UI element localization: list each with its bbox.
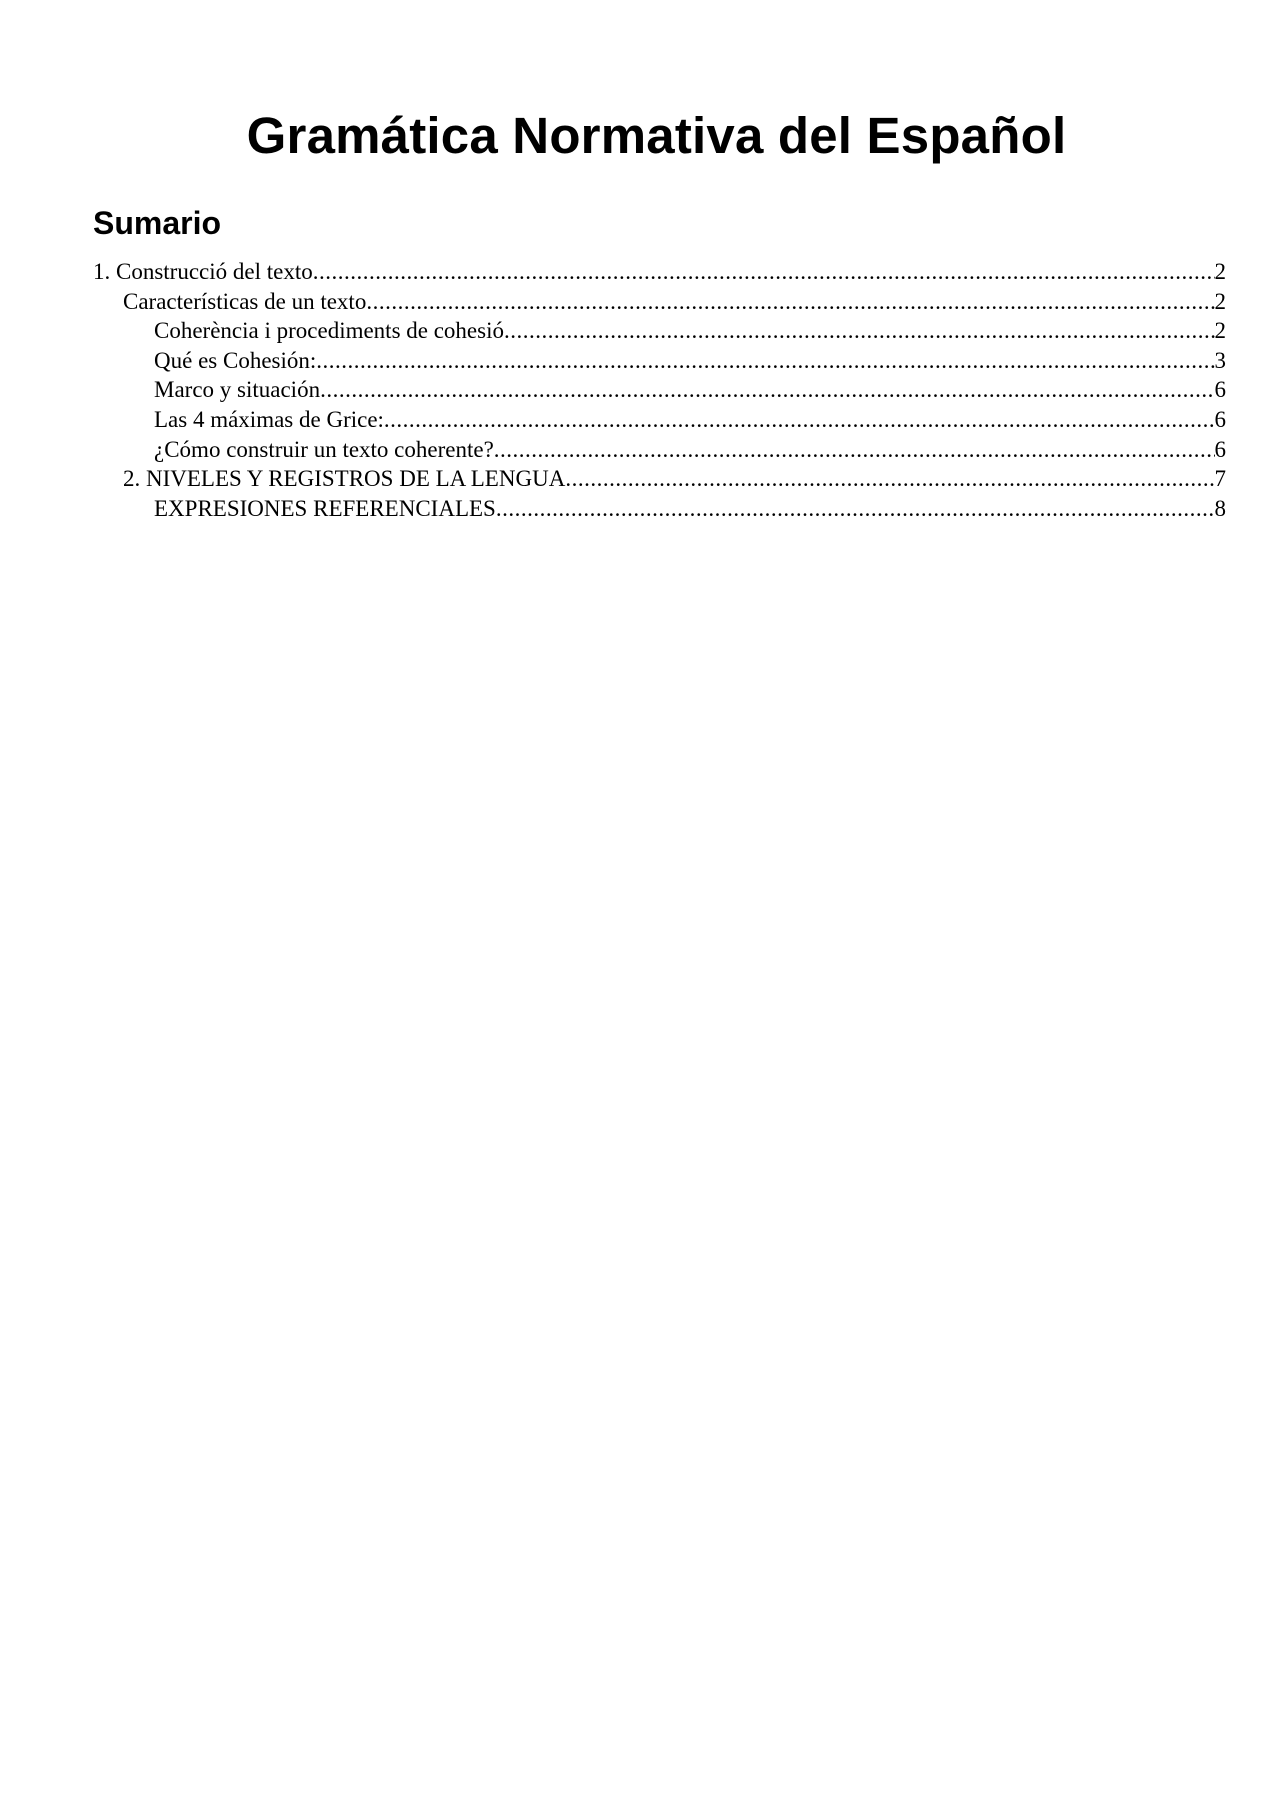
- toc-entry-como-construir-un-texto-coherente[interactable]: [93, 435, 1226, 465]
- toc-entry-construccio-del-texto[interactable]: [93, 257, 1226, 287]
- toc-entry-coherencia-i-procediments[interactable]: [93, 316, 1226, 346]
- toc-page-number: 8: [1214, 495, 1226, 521]
- toc-entry-las-4-maximas-de-grice[interactable]: [93, 405, 1226, 435]
- toc-page-number: 7: [1214, 466, 1226, 492]
- toc-page-number: 6: [1214, 436, 1226, 462]
- toc-dot-leader: [366, 287, 1214, 317]
- toc-page-number: 2: [1214, 259, 1226, 284]
- toc-entry-label: Marco y situación: [154, 377, 321, 403]
- toc-entry-label: ¿Cómo construir un texto coherente?: [154, 436, 494, 462]
- toc-page-number: 6: [1214, 406, 1226, 432]
- toc-dot-leader: [313, 257, 1215, 287]
- toc-entry-label: 2. NIVELES Y REGISTROS DE LA LENGUA: [123, 466, 566, 492]
- toc-entry-que-es-cohesion[interactable]: [93, 346, 1226, 376]
- toc-entry-label: EXPRESIONES REFERENCIALES: [154, 495, 496, 521]
- toc-entry-label: Características de un texto: [123, 288, 367, 314]
- toc-page-number: 3: [1214, 347, 1226, 373]
- toc-dot-leader: [384, 405, 1215, 435]
- toc-entry-label: Qué es Cohesión:: [154, 347, 317, 373]
- toc-entry-label: 1. Construcció del texto: [93, 259, 313, 284]
- toc-page-number: 2: [1214, 288, 1226, 314]
- toc-dot-leader: [496, 494, 1215, 524]
- toc-page-number: 6: [1214, 377, 1226, 403]
- toc-entry-caracteristicas-de-un-texto[interactable]: [93, 287, 1226, 317]
- document-title: Gramática Normativa del Español: [246, 107, 1067, 164]
- toc-dot-leader: [565, 464, 1214, 494]
- toc-dot-leader: [494, 435, 1215, 465]
- toc-page-number: 2: [1214, 318, 1226, 344]
- toc-dot-leader: [504, 316, 1215, 346]
- toc-entry-label: Las 4 máximas de Grice:: [154, 406, 384, 432]
- toc-entry-label: Coherència i procediments de cohesió: [154, 318, 504, 344]
- toc-dot-leader: [316, 346, 1214, 376]
- toc-entry-niveles-y-registros[interactable]: [93, 464, 1226, 494]
- toc-dot-leader: [320, 375, 1214, 405]
- table-of-contents: [93, 257, 1226, 523]
- toc-entry-marco-y-situacion[interactable]: [93, 375, 1226, 405]
- toc-heading: Sumario: [93, 205, 222, 241]
- toc-entry-expresiones-referenciales[interactable]: [93, 494, 1226, 524]
